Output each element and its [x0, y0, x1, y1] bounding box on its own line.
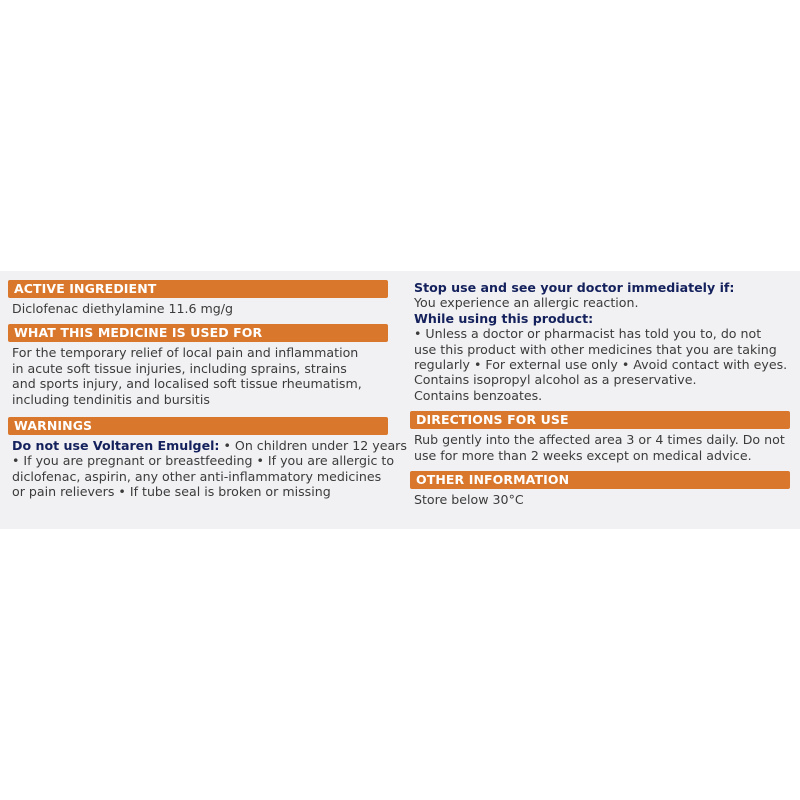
warnings-lead — [12, 438, 407, 454]
active-ingredient-heading: ACTIVE INGREDIENT — [8, 280, 388, 298]
warnings-line: • If you are pregnant or breastfeeding • If you are allergic to — [12, 453, 395, 469]
warnings-do-not-use-label: Do not use Voltaren Emulgel: — [12, 438, 220, 454]
warnings-line: or pain relievers • If tube seal is broken or missing — [12, 484, 331, 500]
warnings-lead-rest: • On children under 12 years — [219, 438, 407, 454]
while-using-text — [414, 326, 790, 403]
while-using-line: use this product with other medicines that you are taking — [414, 341, 777, 357]
while-using-heading: While using this product: — [414, 310, 594, 326]
warnings-heading: WARNINGS — [8, 417, 388, 435]
stop-use-heading: Stop use and see your doctor immediately if: — [414, 280, 735, 295]
while-using-line: • Unless a doctor or pharmacist has told you to, do not — [414, 326, 762, 342]
uses-line: in acute soft tissue injuries, including sprains, strains — [12, 360, 347, 376]
directions-line: use for more than 2 weeks except on medical advice. — [414, 447, 752, 463]
uses-text — [12, 345, 388, 407]
leaflet-panel — [0, 271, 800, 529]
while-using-line: Contains benzoates. — [414, 387, 543, 403]
directions-text — [414, 432, 790, 463]
warnings-text — [12, 438, 407, 500]
directions-line: Rub gently into the affected area 3 or 4 times daily. Do not — [414, 432, 785, 448]
left-column — [8, 280, 407, 500]
stop-use-text: You experience an allergic reaction. — [414, 295, 639, 311]
while-using-line: regularly • For external use only • Avoid contact with eyes. — [414, 357, 788, 373]
uses-heading: WHAT THIS MEDICINE IS USED FOR — [8, 324, 388, 342]
while-using-line: Contains isopropyl alcohol as a preservative. — [414, 372, 697, 388]
right-column — [410, 280, 790, 507]
directions-heading: DIRECTIONS FOR USE — [410, 411, 790, 429]
other-info-heading: OTHER INFORMATION — [410, 471, 790, 489]
uses-line: including tendinitis and bursitis — [12, 391, 210, 407]
other-info-text: Store below 30°C — [414, 492, 524, 508]
uses-line: For the temporary relief of local pain and inflammation — [12, 345, 359, 361]
warnings-line: diclofenac, aspirin, any other anti-inflammatory medicines — [12, 468, 382, 484]
uses-line: and sports injury, and localised soft tissue rheumatism, — [12, 376, 362, 392]
active-ingredient-text: Diclofenac diethylamine 11.6 mg/g — [12, 301, 234, 316]
